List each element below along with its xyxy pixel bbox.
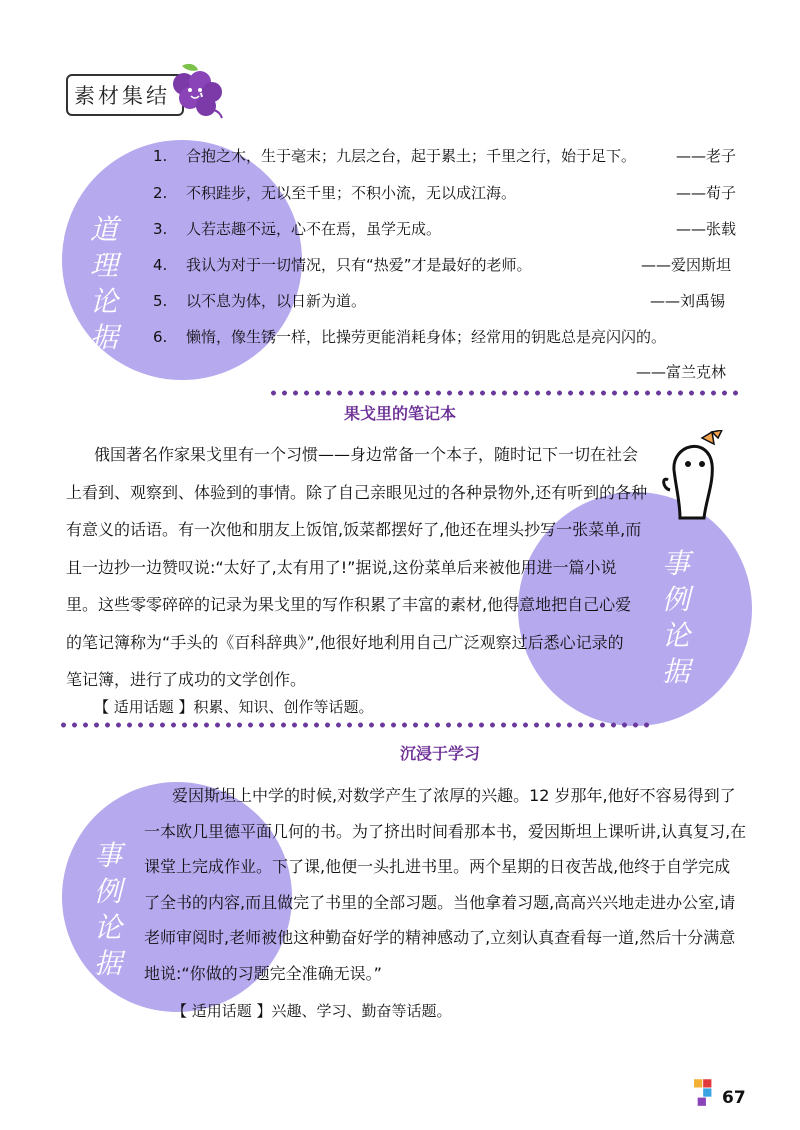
quote-item	[0, 146, 800, 168]
dotted-divider	[268, 390, 738, 396]
example-argument-label	[656, 546, 696, 690]
page-number: 67	[722, 1088, 746, 1108]
quote-item	[0, 183, 800, 205]
story-line: 笔记簿，进行了成功的文学创作。	[66, 670, 307, 689]
applicable-topics: 【 适用话题 】兴趣、学习、勤奋等话题。	[172, 1002, 452, 1020]
label-char: 据	[661, 655, 690, 688]
quote-author: ——刘禹锡	[650, 292, 726, 310]
label-char: 论	[93, 911, 122, 944]
label-char: 据	[89, 321, 118, 354]
quote-item	[0, 255, 800, 277]
quote-number: 6.	[153, 328, 168, 346]
quote-number: 3.	[153, 220, 168, 238]
cartoon-character-icon	[658, 430, 728, 520]
story-line: 且一边抄一边赞叹说:“太好了,太有用了!”据说,这份菜单后来被他用进一篇小说	[66, 557, 617, 577]
quote-author: ——富兰克林	[636, 363, 727, 381]
dotted-divider	[58, 722, 650, 728]
story-line: 一本欧几里德平面几何的书。为了挤出时间看那本书，爱因斯坦上课听讲,认真复习,在	[144, 821, 747, 841]
story-line: 里。这些零零碎碎的记录为果戈里的写作积累了丰富的素材,他得意地把自己心爱	[66, 595, 632, 614]
quote-text: 我认为对于一切情况，只有“热爱”才是最好的老师。	[186, 256, 532, 274]
label-char: 例	[661, 583, 690, 616]
quote-author: ——荀子	[676, 184, 737, 202]
story-line: 爱因斯坦上中学的时候,对数学产生了浓厚的兴趣。12 岁那年,他好不容易得到了	[172, 786, 736, 805]
quote-text: 以不息为体，以日新为道。	[186, 292, 367, 310]
story-line: 了全书的内容,而且做完了书里的全部习题。当他拿着习题,高高兴兴地走进办公室,请	[144, 892, 736, 912]
quote-item	[0, 327, 800, 349]
quote-item	[0, 219, 800, 241]
quote-text: 合抱之木，生于毫末；九层之台，起于累土；千里之行，始于足下。	[186, 147, 637, 165]
story-line: 的笔记簿称为“手头的《百科辞典》”,他很好地利用自己广泛观察过后悉心记录的	[66, 632, 624, 652]
example-argument-label	[88, 838, 128, 982]
quote-item	[0, 291, 800, 313]
story-body	[66, 436, 656, 699]
label-char: 事	[661, 547, 690, 580]
quote-number: 5.	[153, 292, 168, 310]
grape-mascot-icon	[160, 60, 230, 120]
story-line: 俄国著名作家果戈里有一个习惯——身边常备一个本子，随时记下一切在社会	[94, 445, 639, 464]
label-char: 道	[89, 213, 118, 246]
quote-author: ——张载	[676, 220, 737, 238]
label-char: 据	[93, 947, 122, 980]
story-line: 课堂上完成作业。下了课,他便一头扎进书里。两个星期的日夜苦战,他终于自学完成	[144, 857, 731, 876]
quote-author-line	[636, 362, 726, 382]
applicable-topics: 【 适用话题 】积累、知识、创作等话题。	[94, 698, 374, 716]
label-char: 理	[89, 249, 118, 282]
label-char: 论	[89, 285, 118, 318]
label-char: 论	[661, 619, 690, 652]
quote-author: ——爱因斯坦	[641, 256, 732, 274]
page-logo-icon	[694, 1078, 716, 1108]
story-line: 老师审阅时,老师被他这种勤奋好学的精神感动了,立刻认真查看每一道,然后十分满意	[144, 928, 736, 947]
badge-label: 素材集结	[74, 84, 170, 108]
story-title: 果戈里的笔记本	[343, 404, 456, 423]
quote-author: ——老子	[676, 147, 737, 165]
quote-number: 4.	[153, 256, 168, 274]
story-line: 有意义的话语。有一次他和朋友上饭馆,饭菜都摆好了,他还在埋头抄写一张菜单,而	[66, 520, 642, 539]
label-char: 例	[93, 875, 122, 908]
label-char: 事	[93, 839, 122, 872]
quote-text: 懒惰，像生锈一样，比操劳更能消耗身体；经常用的钥匙总是亮闪闪的。	[186, 328, 667, 346]
quote-number: 2.	[153, 184, 168, 202]
story-line: 地说:“你做的习题完全准确无误。”	[144, 963, 382, 983]
story-title: 沉浸于学习	[399, 744, 480, 763]
story-line: 上看到、观察到、体验到的事情。除了自己亲眼见过的各种景物外,还有听到的各种	[66, 482, 648, 502]
story-body	[144, 778, 764, 991]
quote-number: 1.	[153, 147, 168, 165]
quote-text: 不积跬步，无以至千里；不积小流，无以成江海。	[186, 184, 517, 202]
quote-text: 人若志趣不远，心不在焉，虽学无成。	[186, 220, 442, 238]
